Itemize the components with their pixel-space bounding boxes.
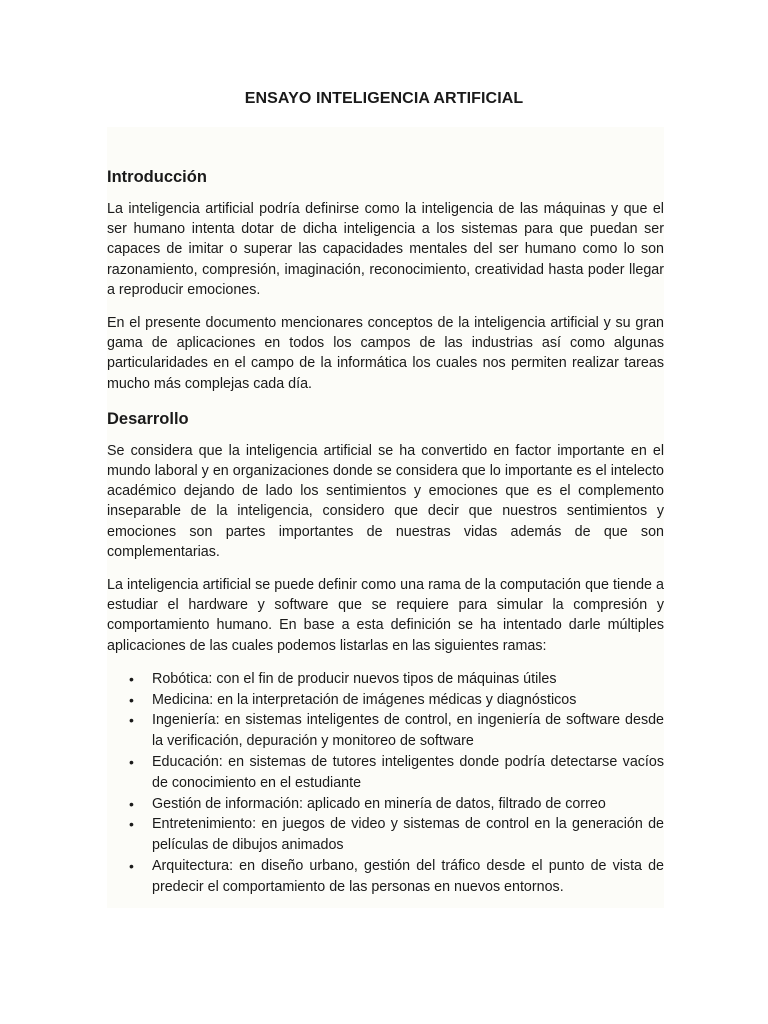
introduction-heading: Introducción (107, 168, 207, 186)
development-paragraph-2: La inteligencia artificial se puede definir como una rama de la computación que tiende a estudiar el hardware y software que se requiere para simular la compresión y comportamiento humano. En base a esta definición se ha intentado darle múltiples aplicaciones de las cuales podemos listarlas en las siguientes ramas: (107, 577, 664, 654)
list-item (129, 710, 664, 752)
introduction-paragraph-1: La inteligencia artificial podría definirse como la inteligencia de las máquinas y que el ser humano intenta dotar de dicha inteligencia a los sistemas para que puedan ser capaces de imitar o superar las capacidades mentales del ser humano como lo son razonamiento, compresión, imaginación, reconocimiento, creatividad hasta poder llegar a reproducir emociones. (107, 201, 664, 298)
development-heading: Desarrollo (107, 409, 189, 428)
list-item (129, 794, 664, 815)
list-item-text: Robótica: con el fin de producir nuevos tipos de máquinas útiles (152, 670, 557, 687)
list-item-text: Entretenimiento: en juegos de video y sistemas de control en la generación de películas de dibujos animados (152, 816, 664, 854)
list-item (129, 814, 664, 856)
document-body (107, 127, 664, 908)
bullet-icon: • (129, 816, 134, 833)
bullet-icon: • (129, 691, 134, 708)
list-item (129, 669, 664, 690)
branches-list (107, 669, 664, 898)
list-item-text: Arquitectura: en diseño urbano, gestión del tráfico desde el punto de vista de predecir el comportamiento de las personas en nuevos entornos. (152, 858, 664, 895)
bullet-icon: • (129, 712, 134, 729)
bullet-icon: • (129, 795, 134, 812)
bullet-icon: • (129, 858, 134, 875)
introduction-paragraph-2: En el presente documento mencionares conceptos de la inteligencia artificial y su gran gama de aplicaciones en todos los campos de las industrias así como algunas particularidades en el campo de la informática los cuales nos permiten realizar tareas mucho más complejas cada día. (107, 315, 664, 392)
development-paragraph-1: Se considera que la inteligencia artificial se ha convertido en factor importante en el mundo laboral y en organizaciones donde se considera que lo importante es el intelecto académico dejando de lado los sentimientos y emociones que es el complemento inseparable de la inteligencia, considero que decir que nuestros sentimientos y emociones son partes importantes de nuestras vidas además de que son complementarias. (107, 442, 664, 560)
list-item-text: Medicina: en la interpretación de imágenes médicas y diagnósticos (152, 691, 577, 708)
list-item (129, 752, 664, 794)
list-item (129, 690, 664, 711)
document-title: ENSAYO INTELIGENCIA ARTIFICIAL (244, 90, 524, 107)
list-item-text: Gestión de información: aplicado en minería de datos, filtrado de correo (152, 795, 606, 812)
list-item-text: Educación: en sistemas de tutores inteligentes donde podría detectarse vacíos de conocimiento en el estudiante (152, 754, 664, 791)
bullet-icon: • (129, 670, 134, 687)
bullet-icon: • (129, 754, 134, 771)
list-item (129, 856, 664, 898)
list-item-text: Ingeniería: en sistemas inteligentes de control, en ingeniería de software desde la verificación, depuración y monitoreo de software (152, 712, 664, 750)
